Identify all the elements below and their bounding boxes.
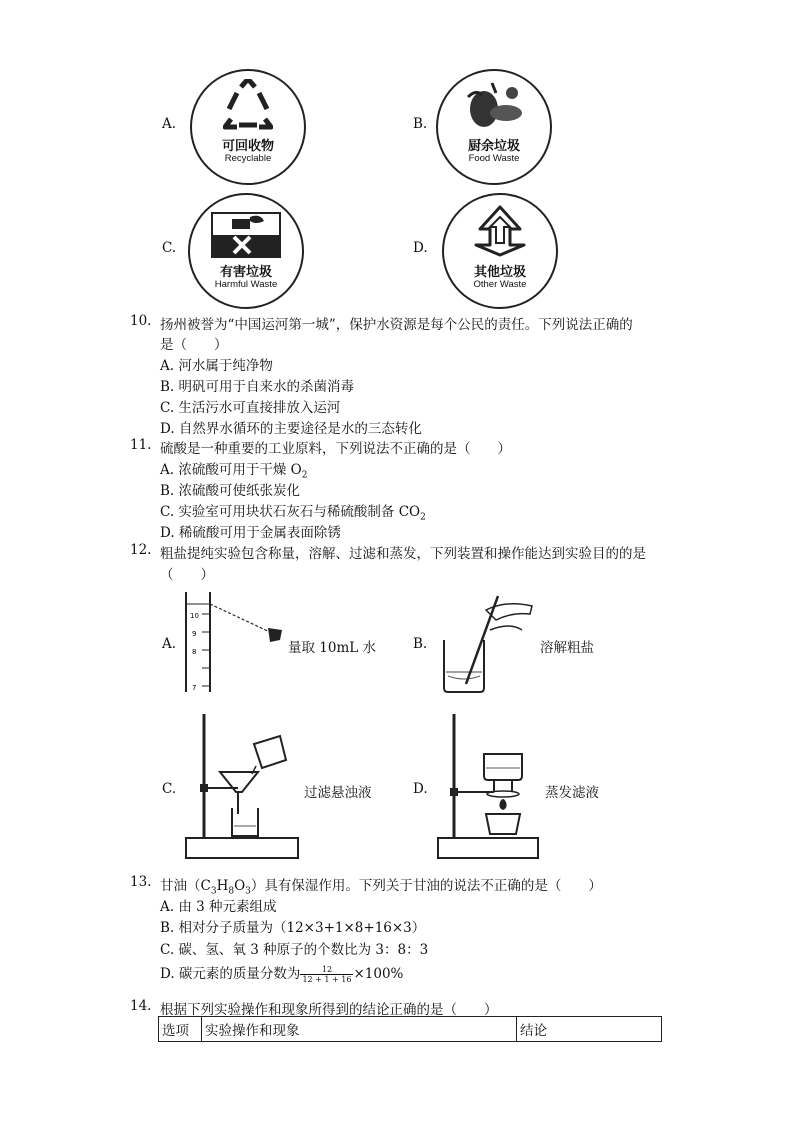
q10-option-d: D. 自然界水循环的主要途径是水的三态转化 xyxy=(160,421,422,437)
q10-stem-line2: 是（ ） xyxy=(160,337,228,353)
q12-option-a-letter: A. xyxy=(162,636,177,652)
q11-option-c-text: C. 实验室可用块状石灰石与稀硫酸制备 CO xyxy=(160,504,421,520)
q13-frac-den: 12 + 1 + 16 xyxy=(302,975,352,984)
q11-option-a-sub: 2 xyxy=(301,470,308,481)
q14-header-option: 选项 xyxy=(159,1017,202,1042)
q13-option-d-post: ×100% xyxy=(353,966,404,982)
q11-option-a-text: A. 浓硫酸可用于干燥 O xyxy=(160,462,302,478)
q13-number: 13. xyxy=(130,874,152,890)
q14-table-header-row xyxy=(159,1017,662,1042)
food-waste-icon xyxy=(462,79,526,131)
q11-number: 11. xyxy=(130,437,152,453)
q10-number: 10. xyxy=(130,313,152,329)
q14-header-conclusion: 结论 xyxy=(517,1017,662,1042)
other-waste-icon xyxy=(470,205,530,257)
harmful-waste-sign xyxy=(188,193,304,309)
q13-stem-post: ）具有保湿作用。下列关于甘油的说法不正确的是（ ） xyxy=(250,878,602,894)
q12-option-b-letter: B. xyxy=(413,636,428,652)
q13-option-c: C. 碳、氢、氧 3 种原子的个数比为 3：8：3 xyxy=(160,942,429,958)
q13-option-d-pre: D. 碳元素的质量分数为 xyxy=(160,966,301,982)
other-waste-sign xyxy=(442,193,558,309)
q12-option-c-caption: 过滤悬浊液 xyxy=(304,785,372,801)
q13-option-d xyxy=(160,962,403,984)
q13-stem-pre: 甘油（C xyxy=(160,878,211,894)
q12-option-d-caption: 蒸发滤液 xyxy=(545,785,599,801)
cylinder-tick-7: 7 xyxy=(192,684,197,692)
q10-option-a: A. 河水属于纯净物 xyxy=(160,358,273,374)
food-waste-sign xyxy=(436,69,552,185)
q14-table xyxy=(158,1016,662,1042)
q13-fraction xyxy=(300,965,353,984)
food-waste-en-label: Food Waste xyxy=(468,153,520,164)
harmful-waste-cn-label: 有害垃圾 xyxy=(219,265,272,280)
q13-sub-o: 3 xyxy=(245,886,251,897)
recycle-en-label: Recyclable xyxy=(224,153,272,164)
q10-stem-line1: 扬州被誉为“中国运河第一城”，保护水资源是每个公民的责任。下列说法正确的 xyxy=(160,317,633,333)
cylinder-tick-10: 10 xyxy=(190,612,199,620)
q12-option-b-caption: 溶解粗盐 xyxy=(540,640,594,656)
cylinder-tick-8: 8 xyxy=(192,648,197,656)
harmful-waste-icon xyxy=(210,209,282,259)
other-waste-cn-label: 其他垃圾 xyxy=(473,265,526,280)
q13-o: O xyxy=(234,878,246,894)
q14-number: 14. xyxy=(130,998,152,1014)
q12-stem-line2: （ ） xyxy=(160,567,214,583)
option-a-letter: A. xyxy=(162,116,177,132)
cylinder-tick-9: 9 xyxy=(192,630,197,638)
other-waste-en-label: Other Waste xyxy=(473,279,527,290)
filtration-apparatus-icon xyxy=(182,710,302,862)
q13-option-a: A. 由 3 种元素组成 xyxy=(160,899,277,915)
harmful-waste-en-label: Harmful Waste xyxy=(214,279,278,290)
recycle-cn-label: 可回收物 xyxy=(221,139,274,154)
q12-option-d-letter: D. xyxy=(413,781,428,797)
evaporation-apparatus-icon xyxy=(434,710,544,862)
q13-option-b: B. 相对分子质量为（12×3+1×8+16×3） xyxy=(160,920,426,936)
q11-option-c xyxy=(160,500,426,523)
q12-number: 12. xyxy=(130,542,152,558)
beaker-stirring-icon xyxy=(436,590,546,694)
q11-option-b: B. 浓硫酸可使纸张炭化 xyxy=(160,483,301,499)
q12-stem-line1: 粗盐提纯实验包含称量，溶解、过滤和蒸发，下列装置和操作能达到实验目的的是 xyxy=(160,546,646,562)
recycle-sign xyxy=(190,69,306,185)
q14-stem: 根据下列实验操作和现象所得到的结论正确的是（ ） xyxy=(160,1002,498,1018)
option-b-letter: B. xyxy=(413,116,428,132)
q11-stem: 硫酸是一种重要的工业原料，下列说法不正确的是（ ） xyxy=(160,441,511,457)
q13-sub-c: 3 xyxy=(210,886,217,897)
q10-option-b: B. 明矾可用于自来水的杀菌消毒 xyxy=(160,379,355,395)
q10-option-c: C. 生活污水可直接排放入运河 xyxy=(160,400,341,416)
recycle-icon xyxy=(223,79,273,131)
option-d-letter: D. xyxy=(413,240,428,256)
q12-option-a-caption: 量取 10mL 水 xyxy=(288,640,377,656)
q11-option-d: D. 稀硫酸可用于金属表面除锈 xyxy=(160,525,341,541)
food-waste-cn-label: 厨余垃圾 xyxy=(467,139,520,154)
q11-option-a xyxy=(160,458,307,481)
q13-frac-num: 12 xyxy=(300,965,353,975)
option-c-letter: C. xyxy=(162,240,177,256)
q14-header-operation: 实验操作和现象 xyxy=(202,1017,517,1042)
graduated-cylinder-icon xyxy=(180,590,290,694)
q12-option-c-letter: C. xyxy=(162,781,177,797)
q13-sub-h: 8 xyxy=(228,886,235,897)
q13-h: H xyxy=(216,878,229,894)
q11-option-c-sub: 2 xyxy=(420,512,426,523)
q13-stem xyxy=(160,874,602,897)
